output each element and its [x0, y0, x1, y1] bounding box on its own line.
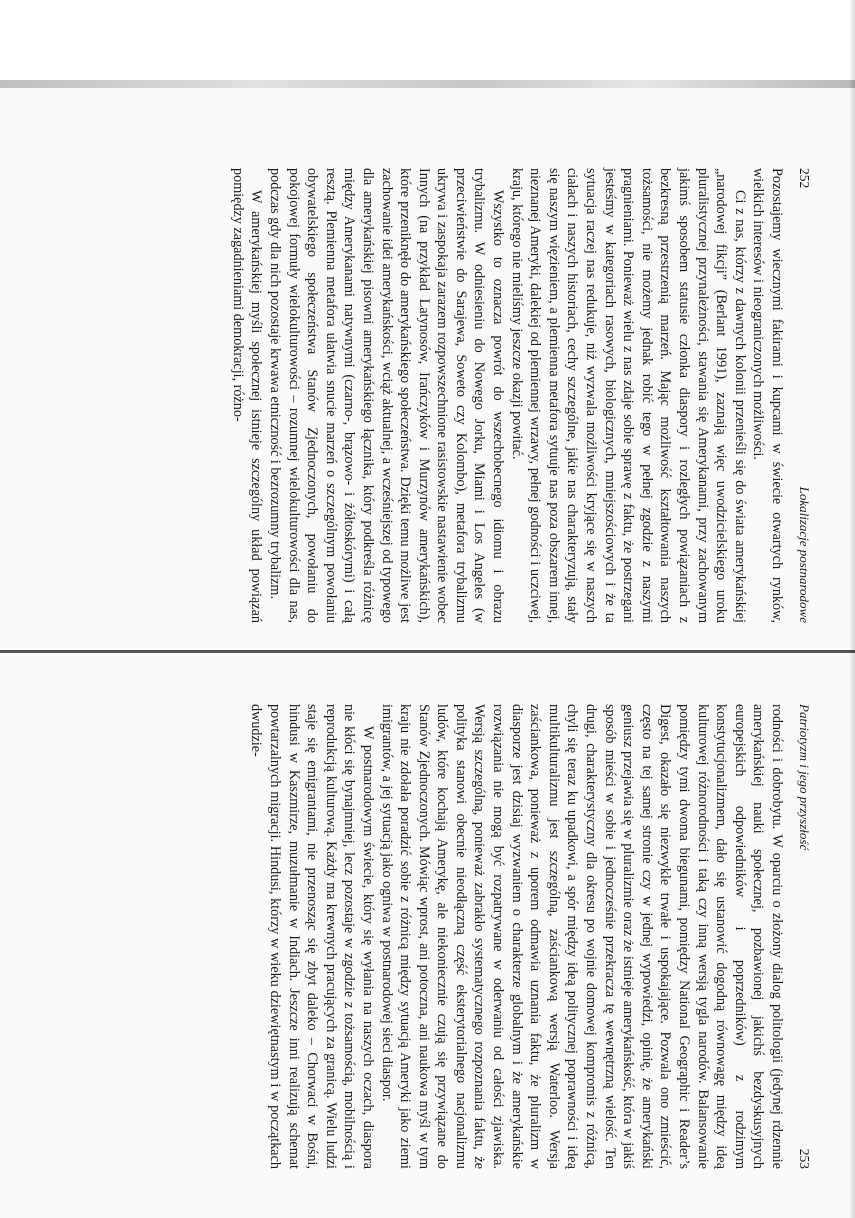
- paragraph: rodności i dobrobytu. W oparciu o złożony dialog politologii (jedynej rdzennie amerykańskiej nauki społecznej, pozbawionej jakichś bezdyskusyjnych europejskich odpowiedników i poprzedników) z rodzimym konstytucjonalizmem, dało się ustanowić dogodną równowagę między ideą kulturowej różnorodności i taką czy inną wersją tygla narodów. Balansowanie pomiędzy tymi dwoma biegunami, pomiędzy National Geographic i Reader’s Digest, okazało się niezwykle trwałe i uspokajające. Pozwala ono zmieścić, często na tej samej stronie czy w jednej wypowiedzi, opinię, że amerykański geniusz przejawia się w pluralizmie oraz że istnieje amerykańskość, która w jakiś sposób mieści w sobie i jednocześnie przekracza tę wewnętrzną wielość. Ten drugi, charakterystyczny dla okresu po wojnie domowej kompromis z różnicą, chyli się teraz ku upadkowi, a spór między ideą politycznej poprawności i ideą multikulturalizmu jest szczególną, zaściankową wersją Waterloo. Wersja zaściankowa, ponieważ z uporem odmawia uznania faktu, że pluralizm w diasporze jest dzisiaj wyzwaniem o charakterze globalnym i że amerykańskie rozwiązania nie mogą być rozpatrywane w oderwaniu od całości zjawiska. Wersją szczególną, ponieważ zabrakło systematycznego rozpoznania faktu, że polityka stanowi obecnie nieodłączną część eksterytorialnego nacjonalizmu ludów, które kochają Amerykę, ale niekoniecznie czują się przywiązane do Stanów Zjednoczonych. Mówiąc wprost, ani potoczna, ani naukowa myśl w tym kraju nie zdołała poradzić sobie z różnicą między sytuacją Ameryki jako ziemi imigrantów, a jej sytuacją jako ogniwa w postnarodowej sieci diaspor.: [378, 704, 785, 1169]
- page-253-body: [247, 704, 786, 1169]
- running-head: Lokalizacje postnarodowe: [797, 486, 812, 623]
- running-head: Patriotyzm i jego przyszłość: [797, 704, 812, 851]
- page-253-header: [796, 704, 812, 1169]
- paragraph: W amerykańskiej myśli społecznej istnieje szczególny układ powiązań pomiędzy zagadnieniami demokracji, różno-: [229, 168, 265, 623]
- page-252-header: [796, 168, 812, 623]
- page-253: [0, 654, 855, 1218]
- paragraph: W postnarodowym świecie, który się wyłania na naszych oczach, diaspora nie kłóci się bynajmniej, lecz pozostaje w zgodzie z tożsamością, mobilnością i reprodukcją kulturową. Każdy ma krewnych pracujących za granicą. Wielu ludzi staje się emigrantami, nie przenosząc się zbyt daleko – Chorwaci w Bośni, hindusi w Kaszmirze, muzułmanie w Indiach. Jeszcze inni realizują schemat powtarzalnych migracji. Hindusi, którzy w wieku dziewiętnastym i w początkach dwudzie-: [248, 704, 376, 1169]
- paragraph: Pozostajemy wiecznymi fakirami i kupcami w świecie otwartych rynków, wielkich interesów i nieograniczonych możliwości.: [750, 168, 785, 623]
- page-252: [0, 88, 855, 648]
- paragraph: Wszystko to oznacza powrót do wszechobecnego idiomu i obrazu trybalizmu. W odniesieniu do Nowego Jorku, Miami i Los Angeles (w przeciwieństwie do Sarajewa, Soweto czy Kolombo), metafora trybalizmu ukrywa i zaspokaja zarazem rozpowszechnione rasistowskie nastawienie wobec Innych (na przykład Latynosów, Irańczyków i Murzynów amerykańskich), które przeniknęło do amerykańskiego społeczeństwa. Dzięki temu możliwe jest zachowanie idei amerykańskości, wciąż aktualnej, a wcześniejszej od typowego dla amerykańskiej pisowni amerykańskiego łącznika, który podkreśla różnicę między Amerykanami natywnymi (czarno-, brązowo- i żółtoskórymi) i całą resztą. Plemienna metafora ułatwia snucie marzeń o szczególnym powołaniu obywatelskiego społeczeństwa Stanów Zjednoczonych, powołaniu do pokojowej formuły wielokulturowości – rozumnej wielokulturowości dla nas, podczas gdy dla nich pozostaje krwawa etniczność i bezrozumny trybalizm.: [266, 168, 507, 623]
- page-number: 252: [797, 168, 812, 189]
- page-divider: [0, 650, 855, 653]
- page-252-body: [228, 168, 786, 623]
- page-253-content: [247, 704, 812, 1169]
- page-252-content: [228, 168, 812, 623]
- page-number: 253: [797, 1148, 812, 1169]
- paragraph: Ci z nas, którzy z dawnych kolonii przenieśli się do świata amerykańskiej „narodowej fikcji” (Berlant 1991), zaznają więc uwodzicielskiego uroku pluralistycznej przynależności, stawania się Amerykanami, przy zachowanym jakimś sposobem statusie członka diaspory i rozległych powiązaniach z bezkresną przestrzenią marzeń. Mając możliwość kształtowania naszych tożsamości, nie możemy jednak robić tego w pełnej zgodzie z naszymi pragnieniami. Ponieważ wielu z nas zdaje sobie sprawę z faktu, że postrzegani jesteśmy w kategoriach rasowych, biologicznych, mniejszościowych i że ta sytuacja raczej nas redukuje, niż wyzwala możliwości kryjące się w naszych ciałach i naszych historiach, cechy szczególne, jakie nas charakteryzują, stały się naszym więzieniem, a plemienna metafora sytuuje nas poza obszarem innej, nieznanej Ameryki, dalekiej od plemiennej wrzawy, pełnej godności i uczciwej, kraju, którego nie mieliśmy jeszcze okazji powitać.: [508, 168, 748, 623]
- page-edge-shadow: [849, 0, 855, 1218]
